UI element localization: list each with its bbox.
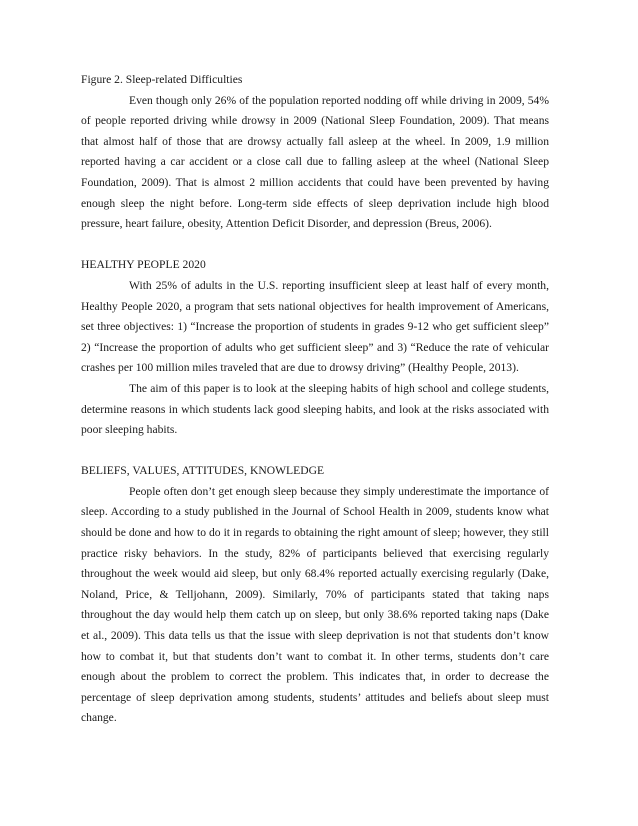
section-heading-beliefs: BELIEFS, VALUES, ATTITUDES, KNOWLEDGE: [81, 464, 325, 478]
paragraph-healthy-people-objectives: With 25% of adults in the U.S. reporting insufficient sleep at least half of every month, Healthy People 2020, a program that sets national objectives for health improvement of Americans, set three objectives: 1) “Increase the proportion of students in grades 9-12 who get sufficient sleep” 2) “Increase the proportion of adults who get sufficient sleep” and 3) “Reduce the rate of vehicular crashes per 100 million miles traveled that are due to drowsy driving” (Healthy People, 2013).: [81, 278, 549, 375]
section-heading-healthy-people: HEALTHY PEOPLE 2020: [81, 258, 206, 272]
section-spacer: [81, 441, 549, 462]
section-spacer: [81, 235, 549, 256]
document-body: [81, 70, 549, 729]
paragraph-beliefs-attitudes: People often don’t get enough sleep because they simply underestimate the importance of sleep. According to a study published in the Journal of School Health in 2009, students know what should be done and how to do it in regards to obtaining the right amount of sleep; however, they still practice risky behaviors. In the study, 82% of participants believed that exercising regularly throughout the week would aid sleep, but only 68.4% reported actually exercising regularly (Dake, Noland, Price, & Telljohann, 2009). Similarly, 70% of participants stated that taking naps throughout the day would help them catch up on sleep, but only 38.6% reported taking naps (Dake et al., 2009). This data tells us that the issue with sleep deprivation is not that students don’t know how to combat it, but that students don’t want to combat it. In other terms, students don’t care enough about the problem to correct the problem. This indicates that, in order to decrease the percentage of sleep deprivation among students, students’ attitudes and beliefs about sleep must change.: [81, 484, 549, 725]
paragraph-paper-aim: The aim of this paper is to look at the sleeping habits of high school and college students, determine reasons in which students lack good sleeping habits, and look at the risks associated with poor sleeping habits.: [81, 381, 549, 437]
figure-caption: Figure 2. Sleep-related Difficulties: [81, 73, 243, 86]
paragraph-drowsy-driving: Even though only 26% of the population reported nodding off while driving in 2009, 54% of people reported driving while drowsy in 2009 (National Sleep Foundation, 2009). That means that almost half of those that are drowsy actually fall asleep at the wheel. In 2009, 1.9 million reported having a car accident or a close call due to falling asleep at the wheel (National Sleep Foundation, 2009). That is almost 2 million accidents that could have been prevented by having enough sleep the night before. Long-term side effects of sleep deprivation include high blood pressure, heart failure, obesity, Attention Deficit Disorder, and depression (Breus, 2006).: [81, 93, 549, 231]
